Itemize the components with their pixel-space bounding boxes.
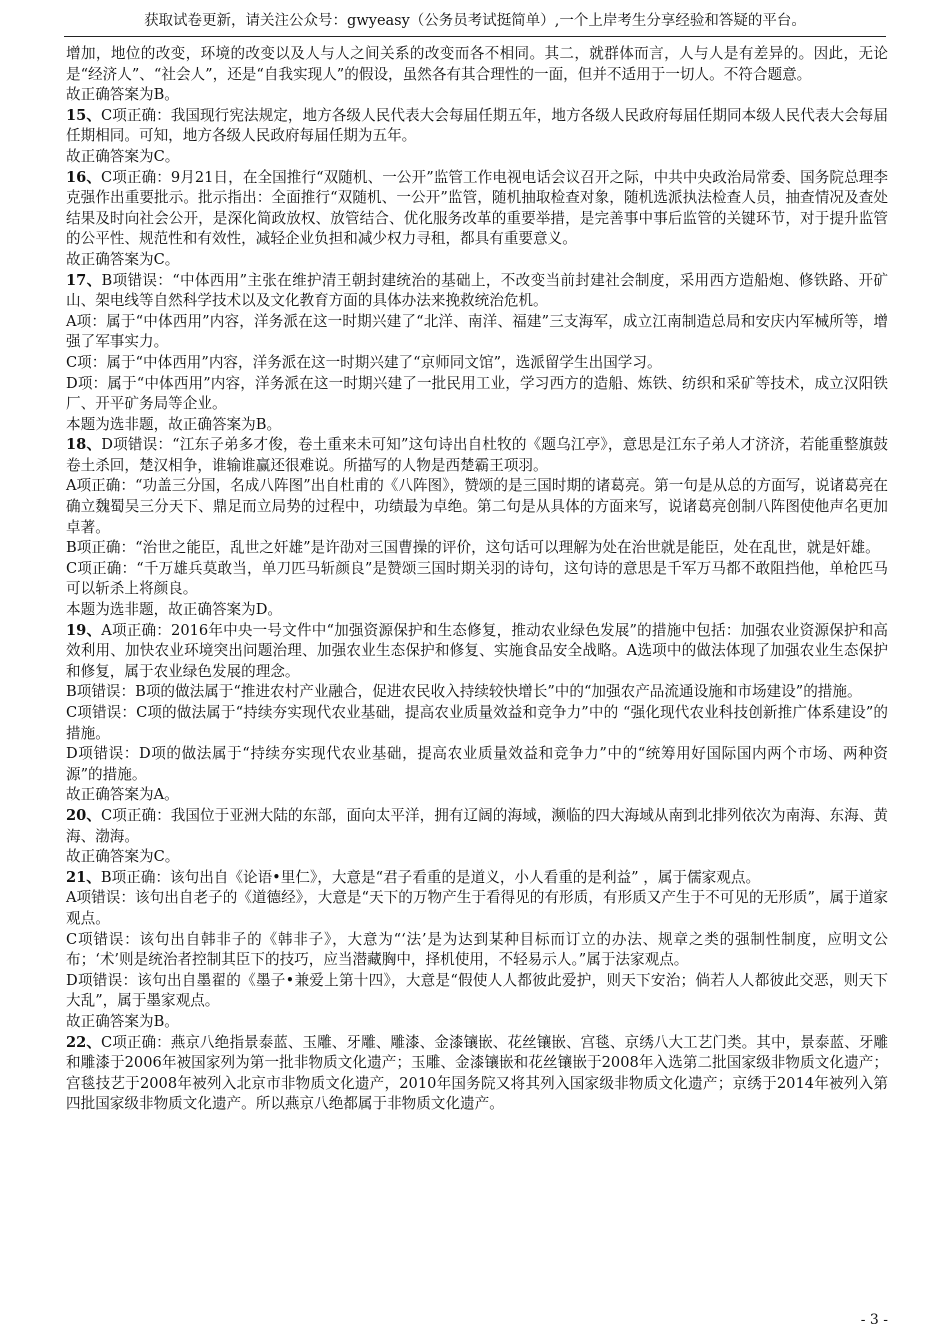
explanation-paragraph	[66, 415, 888, 436]
explanation-paragraph	[66, 847, 888, 868]
paragraph-text: B项错误：“中体西用”主张在维护清王朝封建统治的基础上，不改变当前封建社会制度，采用西方造船炮、修铁路、开矿山、架电线等自然科学技术以及文化教育方面的具体办法来挽救统治危机。	[66, 271, 888, 310]
page-header: 获取试卷更新，请关注公众号：gwyeasy（公务员考试挺简单）,一个上岸考生分享经验和答疑的平台。	[144, 13, 806, 29]
question-explanation-start	[66, 271, 888, 312]
explanation-paragraph	[66, 744, 888, 785]
paragraph-text: 增加，地位的改变，环境的改变以及人与人之间关系的改变而各不相同。其二，就群体而言，人与人是有差异的。因此，无论是“经济人”、“社会人”，还是“自我实现人”的假设，虽然各有其合理性的一面，但并不适用于一切人。不符合题意。	[66, 45, 888, 83]
question-number: 17、	[66, 271, 102, 289]
explanation-paragraph	[66, 44, 888, 85]
question-explanation-start	[66, 435, 888, 476]
explanation-paragraph	[66, 147, 888, 168]
explanation-paragraph	[66, 353, 888, 374]
paragraph-text: C项正确：“千万雄兵莫敢当，单刀匹马斩颜良”是赞颂三国时期关羽的诗句，这句诗的意思是千军万马都不敢阻挡他，单枪匹马可以斩杀上将颜良。	[66, 559, 888, 598]
paragraph-text: D项错误：D项的做法属于“持续夯实现代农业基础，提高农业质量效益和竞争力”中的“统筹用好国际国内两个市场、两种资源”的措施。	[66, 745, 888, 783]
page-number: - 3 -	[860, 1312, 888, 1328]
explanation-paragraph	[66, 250, 888, 271]
question-number: 16、	[66, 168, 102, 186]
question-number: 20、	[66, 806, 101, 824]
explanation-paragraph	[66, 374, 888, 415]
question-number: 22、	[66, 1033, 101, 1051]
paragraph-text: A项正确：2016年中央一号文件中“加强资源保护和生态修复，推动农业绿色发展”的措施中包括：加强农业资源保护和高效利用、加快农业环境突出问题治理、加强农业生态保护和修复、实施食品安全战略。A选项中的做法体现了加强农业生态保护和修复，属于农业绿色发展的理念。	[66, 621, 889, 680]
paragraph-text: B项正确：“治世之能臣，乱世之奸雄”是许劭对三国曹操的评价，这句话可以理解为处在治世就是能臣，处在乱世，就是奸雄。	[66, 539, 880, 557]
explanation-paragraph	[66, 476, 888, 538]
paragraph-text: A项错误：该句出自老子的《道德经》，大意是“天下的万物产生于看得见的有形质，有形质又产生于不可见的无形质”，属于道家观点。	[66, 889, 888, 927]
header-divider	[64, 36, 886, 37]
question-number: 15、	[66, 106, 101, 124]
paragraph-text: 故正确答案为B。	[66, 1012, 179, 1030]
paragraph-text: C项正确：燕京八绝指景泰蓝、玉雕、牙雕、雕漆、金漆镶嵌、花丝镶嵌、宫毯、京绣八大工艺门类。其中，景泰蓝、牙雕和雕漆于2006年被国家列为第一批非物质文化遗产；玉雕、金漆镶嵌和花丝镶嵌于2008年入选第二批国家级非物质文化遗产；宫毯技艺于2008年被列入北京市非物质文化遗产，2010年国务院又将其列入国家级非物质文化遗产；京绣于2014年被列入第四批国家级非物质文化遗产。所以燕京八绝都属于非物质文化遗产。	[66, 1033, 889, 1113]
paragraph-text: C项错误：C项的做法属于“持续夯实现代农业基础，提高农业质量效益和竞争力”中的 “强化现代农业科技创新推广体系建设”的措施。	[66, 704, 888, 742]
explanation-paragraph	[66, 312, 888, 353]
explanation-paragraph	[66, 600, 888, 621]
question-explanation-start	[66, 806, 888, 847]
paragraph-text: 本题为选非题，故正确答案为B。	[66, 415, 282, 433]
paragraph-text: 故正确答案为B。	[66, 86, 179, 104]
paragraph-text: 故正确答案为A。	[66, 786, 179, 804]
explanation-paragraph	[66, 85, 888, 106]
paragraph-text: 故正确答案为C。	[66, 848, 180, 866]
explanation-paragraph	[66, 682, 888, 703]
question-number: 18、	[66, 436, 102, 454]
paragraph-text: A项：属于“中体西用”内容，洋务派在这一时期兴建了“北洋、南洋、福建”三支海军，成立江南制造总局和安庆内军械所等，增强了军事实力。	[66, 312, 888, 351]
question-explanation-start	[66, 1033, 888, 1115]
explanation-paragraph	[66, 785, 888, 806]
paragraph-text: C项正确：9月21日，在全国推行“双随机、一公开”监管工作电视电话会议召开之际，中共中央政治局常委、国务院总理李克强作出重要批示。批示指出：全面推行“双随机、一公开”监管，随机抽取检查对象，随机选派执法检查人员，抽查情况及查处结果及时向社会公开，是深化简政放权、放管结合、优化服务改革的重要举措，是完善事中事后监管的关键环节，对于提升监管的公平性、规范性和有效性，减轻企业负担和减少权力寻租，都具有重要意义。	[66, 168, 888, 248]
paragraph-text: D项：属于“中体西用”内容，洋务派在这一时期兴建了一批民用工业，学习西方的造船、炼铁、纺织和采矿等技术，成立汉阳铁厂、开平矿务局等企业。	[66, 374, 888, 413]
explanation-paragraph	[66, 559, 888, 600]
question-explanation-start	[66, 168, 888, 250]
explanation-paragraph	[66, 1012, 888, 1033]
question-explanation-start	[66, 621, 888, 683]
paragraph-text: C项：属于“中体西用”内容，洋务派在这一时期兴建了“京师同文馆”，选派留学生出国学习。	[66, 353, 662, 371]
paragraph-text: C项错误：该句出自韩非子的《韩非子》，大意为“‘法’是为达到某种目标而订立的办法、规章之类的强制性制度，应明文公布；‘术’则是统治者控制其臣下的技巧，应当潜藏胸中，择机使用，不轻易示人。”属于法家观点。	[66, 930, 888, 969]
paragraph-text: B项错误：B项的做法属于“推进农村产业融合，促进农民收入持续较快增长”中的“加强农产品流通设施和市场建设”的措施。	[66, 683, 862, 701]
question-explanation-start	[66, 106, 888, 147]
question-number: 19、	[66, 621, 102, 639]
question-number: 21、	[66, 868, 101, 886]
paragraph-text: D项错误：该句出自墨翟的《墨子•兼爱上第十四》，大意是“假使人人都彼此爱护，则天下安治；倘若人人都彼此交恶，则天下大乱”，属于墨家观点。	[66, 971, 888, 1010]
paragraph-text: A项正确：“功盖三分国，名成八阵图”出自杜甫的《八阵图》，赞颂的是三国时期的诸葛亮。第一句是从总的方面写，说诸葛亮在确立魏蜀吴三分天下、鼎足而立局势的过程中，功绩最为卓绝。第二句是从具体的方面来写，说诸葛亮创制八阵图使他声名更加卓著。	[66, 477, 888, 536]
explanation-paragraph	[66, 930, 888, 971]
paragraph-text: 故正确答案为C。	[66, 250, 180, 268]
explanation-paragraph	[66, 888, 888, 929]
paragraph-text: B项正确：该句出自《论语•里仁》，大意是“君子看重的是道义，小人看重的是利益” ，属于儒家观点。	[100, 868, 761, 886]
paragraph-text: 故正确答案为C。	[66, 147, 180, 165]
paragraph-text: C项正确：我国位于亚洲大陆的东部，面向太平洋，拥有辽阔的海域，濒临的四大海域从南到北排列依次为南海、东海、黄海、渤海。	[66, 806, 889, 845]
explanation-paragraph	[66, 971, 888, 1012]
paragraph-text: C项正确：我国现行宪法规定，地方各级人民代表大会每届任期五年，地方各级人民政府每届任期同本级人民代表大会每届任期相同。可知，地方各级人民政府每届任期为五年。	[66, 106, 889, 145]
paragraph-text: D项错误：“江东子弟多才俊，卷土重来未可知”这句诗出自杜牧的《题乌江亭》，意思是江东子弟人才济济，若能重整旗鼓卷土杀回，楚汉相争，谁输谁赢还很难说。所描写的人物是西楚霸王项羽。	[66, 436, 889, 474]
explanation-paragraph	[66, 703, 888, 744]
explanation-paragraph	[66, 538, 888, 559]
answer-explanations	[66, 44, 888, 1115]
paragraph-text: 本题为选非题，故正确答案为D。	[66, 601, 283, 619]
question-explanation-start	[66, 868, 888, 889]
